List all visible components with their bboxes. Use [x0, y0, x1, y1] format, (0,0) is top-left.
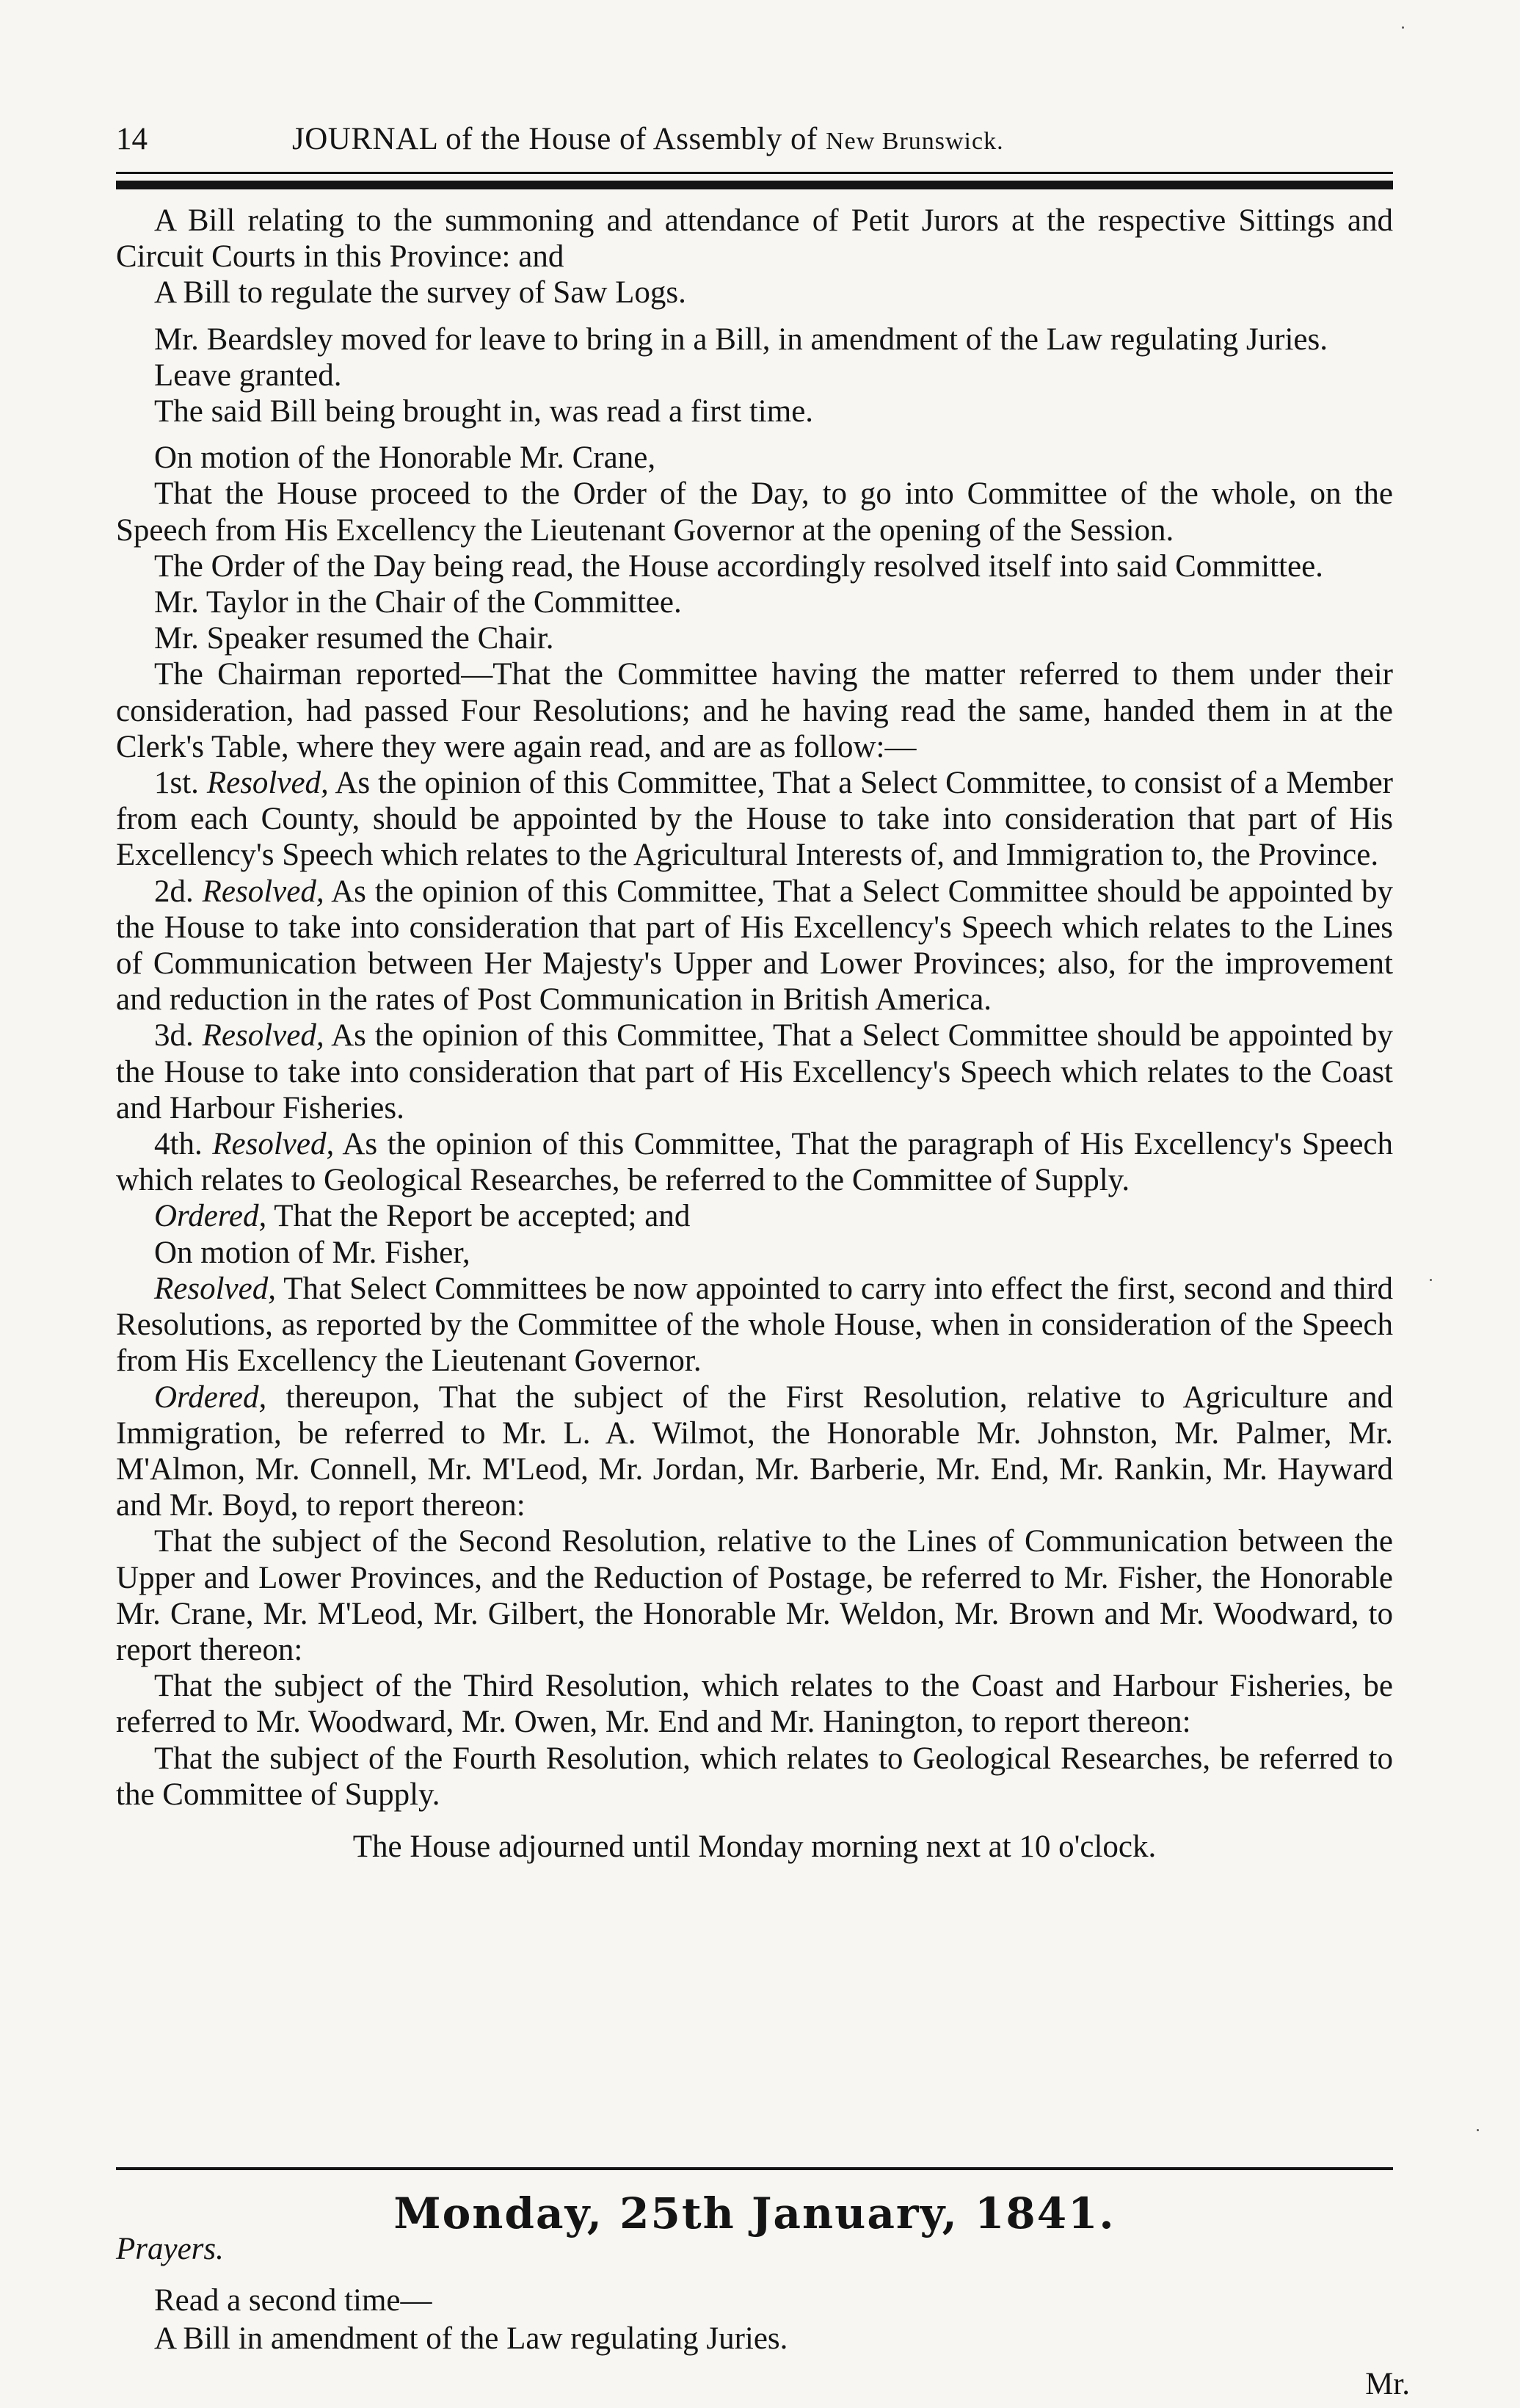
- paragraph-text: That the subject of the Fourth Resolution, which relates to Geological Researches, be referred to the Committee of Supply.: [116, 1741, 1393, 1812]
- paragraph-text: 3d.: [154, 1018, 203, 1054]
- paragraph-text: Mr. Taylor in the Chair of the Committee.: [154, 585, 682, 620]
- paragraph-text: thereupon, That the subject of the First Resolution, relative to Agriculture and Immigration, be referred to Mr. L. A. Wilmot, the Honorable Mr. Johnston, Mr. Palmer, Mr. M'Almon, Mr. Connell, Mr. M'Leod, Mr. Jordan, Mr. Barberie, Mr. End, Mr. Rankin, Mr. Hayward and Mr. Boyd, to report thereon:: [116, 1379, 1393, 1523]
- paragraph-text: As the opinion of this Committee, That a Select Committee should be appointed by the House to take into consideration that part of His Excellency's Speech which relates to the Lines of Communication between Her Majesty's Upper and Lower Provinces; also, for the improvement and reduction in the rates of Post Communication in British America.: [116, 874, 1393, 1018]
- paragraph-text: 1st.: [154, 766, 207, 801]
- paragraph-text: The said Bill being brought in, was read a first time.: [154, 394, 814, 429]
- title-middle: of the House of Assembly of: [446, 122, 818, 156]
- section-rule: [116, 2167, 1393, 2170]
- journal-paragraph: [116, 584, 1393, 620]
- running-title: [292, 117, 1004, 164]
- journal-paragraph: [116, 1379, 1393, 1524]
- journal-paragraph: [116, 322, 1393, 358]
- header-rule-thick: [116, 181, 1393, 189]
- italic-keyword: Resolved,: [212, 1127, 335, 1162]
- journal-paragraph: [116, 656, 1393, 765]
- italic-keyword: Resolved,: [202, 1018, 324, 1054]
- journal-paragraph: [116, 1271, 1393, 1379]
- page-number: 14: [116, 122, 148, 156]
- print-speck: [1477, 2129, 1479, 2131]
- journal-paragraph: [116, 1018, 1393, 1126]
- journal-paragraph: [116, 1741, 1393, 1813]
- journal-paragraph: [116, 1235, 1393, 1271]
- journal-paragraph: [116, 440, 1393, 476]
- italic-keyword: Resolved,: [154, 1271, 276, 1306]
- entry-line: Read a second time—: [154, 2283, 432, 2318]
- journal-paragraph: [116, 203, 1393, 275]
- journal-paragraph: [116, 358, 1393, 394]
- print-speck: [1402, 26, 1404, 29]
- paragraph-text: That the subject of the Third Resolution, which relates to the Coast and Harbour Fisheries, be referred to Mr. Woodward, Mr. Owen, Mr. End and Mr. Hanington, to report thereon:: [116, 1669, 1393, 1740]
- journal-body: [116, 203, 1393, 1865]
- entry-line: A Bill in amendment of the Law regulating Juries.: [154, 2321, 788, 2356]
- paragraph-text: 4th.: [154, 1127, 213, 1162]
- journal-paragraph: [116, 394, 1393, 429]
- paragraph-text: That Select Committees be now appointed to carry into effect the first, second and third Resolutions, as reported by the Committee of the whole House, when in consideration of the Speech from His Excellency the Lieutenant Governor.: [116, 1271, 1393, 1379]
- paragraph-text: 2d.: [154, 874, 203, 909]
- journal-paragraph: [116, 1198, 1393, 1234]
- catchword: Mr.: [1365, 2367, 1410, 2401]
- paragraph-list: [116, 203, 1393, 1813]
- prayers-label: Prayers.: [116, 2232, 224, 2266]
- paragraph-text: Mr. Speaker resumed the Chair.: [154, 621, 554, 656]
- paragraph-text: Mr. Beardsley moved for leave to bring in a Bill, in amendment of the Law regulating Juries.: [154, 322, 1328, 357]
- paragraph-text: Leave granted.: [154, 358, 342, 393]
- title-lead: JOURNAL: [292, 122, 437, 156]
- paragraph-text: That the subject of the Second Resolution, relative to the Lines of Communication between the Upper and Lower Provinces, and the Reduction of Postage, be referred to Mr. Fisher, the Honorable Mr. Crane, Mr. M'Leod, Mr. Gilbert, the Honorable Mr. Weldon, Mr. Brown and Mr. Woodward, to report thereon:: [116, 1524, 1393, 1667]
- paragraph-text: On motion of Mr. Fisher,: [154, 1235, 470, 1270]
- paragraph-text: The Chairman reported—That the Committee having the matter referred to them under their consideration, had passed Four Resolutions; and he having read the same, handed them in at the Clerk's Table, where they were again read, and are as follow:—: [116, 657, 1393, 764]
- paragraph-text: That the House proceed to the Order of the Day, to go into Committee of the whole, on the Speech from His Excellency the Lieutenant Governor at the opening of the Session.: [116, 476, 1393, 548]
- adjournment-line: The House adjourned until Monday morning next at 10 o'clock.: [352, 1829, 1157, 1864]
- paragraph-text: On motion of the Honorable Mr. Crane,: [154, 440, 656, 476]
- header-rule-thin: [116, 172, 1393, 174]
- journal-paragraph: [116, 765, 1393, 874]
- paragraph-text: As the opinion of this Committee, That a Select Committee, to consist of a Member from each County, should be appointed by the House to take into consideration that part of His Excellency's Speech which relates to the Agricultural Interests of, and Immigration to, the Province.: [116, 766, 1393, 873]
- journal-paragraph: [116, 1126, 1393, 1198]
- journal-paragraph: [116, 620, 1393, 656]
- paragraph-text: As the opinion of this Committee, That a Select Committee should be appointed by the House to take into consideration that part of His Excellency's Speech which relates to the Coast and Harbour Fisheries.: [116, 1018, 1393, 1125]
- paragraph-text: A Bill relating to the summoning and attendance of Petit Jurors at the respective Sittings and Circuit Courts in this Province: and: [116, 203, 1393, 275]
- session-date-heading: Monday, 25th January, 1841.: [393, 2188, 1116, 2238]
- italic-keyword: Resolved,: [202, 874, 324, 909]
- italic-keyword: Ordered,: [154, 1199, 267, 1234]
- print-speck: [1430, 1279, 1432, 1281]
- title-province: New Brunswick.: [826, 128, 1004, 155]
- paragraph-text: The Order of the Day being read, the House accordingly resolved itself into said Committee.: [154, 548, 1323, 584]
- paragraph-text: As the opinion of this Committee, That the paragraph of His Excellency's Speech which relates to Geological Researches, be referred to the Committee of Supply.: [116, 1127, 1394, 1198]
- journal-paragraph: [116, 874, 1393, 1018]
- journal-paragraph: [116, 476, 1393, 548]
- next-day-entries: [116, 2230, 1393, 2358]
- journal-paragraph: [116, 1523, 1393, 1668]
- journal-paragraph: [116, 275, 1393, 311]
- paragraph-text: That the Report be accepted; and: [266, 1199, 691, 1234]
- paragraph-text: A Bill to regulate the survey of Saw Logs.: [154, 275, 686, 311]
- italic-keyword: Resolved,: [206, 766, 329, 801]
- italic-keyword: Ordered,: [154, 1379, 267, 1415]
- journal-paragraph: [116, 548, 1393, 584]
- journal-paragraph: [116, 1668, 1393, 1740]
- running-header: [116, 117, 1393, 162]
